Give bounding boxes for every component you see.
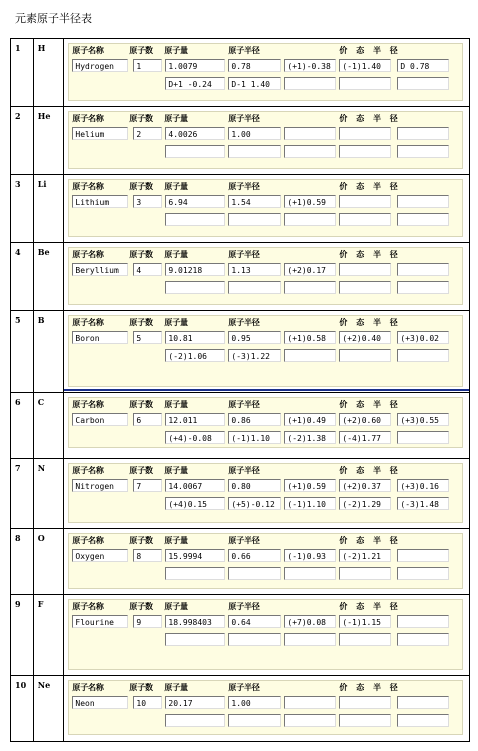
header-valence-radius: 价 态 半 径 bbox=[339, 318, 401, 327]
header-name: 原子名称 bbox=[72, 250, 104, 259]
header-name: 原子名称 bbox=[72, 182, 104, 191]
field-valence-radius[interactable]: (+3)0.16 bbox=[397, 479, 449, 492]
field-valence-radius[interactable] bbox=[165, 281, 225, 294]
field-valence-radius[interactable]: (+2)0.17 bbox=[284, 263, 336, 276]
field-valence-radius[interactable]: (+1)0.59 bbox=[284, 195, 336, 208]
atomic-number: 5 bbox=[11, 311, 34, 393]
field-valence-radius[interactable] bbox=[284, 145, 336, 158]
element-card bbox=[68, 179, 463, 237]
element-row bbox=[11, 595, 470, 676]
field-number[interactable]: 6 bbox=[133, 413, 162, 426]
header-name: 原子名称 bbox=[72, 318, 104, 327]
field-radius[interactable]: 0.80 bbox=[228, 479, 281, 492]
field-valence-radius[interactable] bbox=[397, 145, 449, 158]
field-valence-radius[interactable]: (-4)1.77 bbox=[339, 431, 391, 444]
header-mass: 原子量 bbox=[164, 114, 188, 123]
field-number[interactable]: 9 bbox=[133, 615, 162, 628]
field-valence-radius[interactable] bbox=[284, 696, 336, 709]
field-valence-radius[interactable] bbox=[228, 281, 281, 294]
element-detail-cell bbox=[64, 39, 470, 107]
field-name[interactable]: Boron bbox=[72, 331, 128, 344]
element-detail-cell bbox=[64, 595, 470, 676]
field-mass[interactable]: 12.011 bbox=[165, 413, 225, 426]
element-row bbox=[11, 243, 470, 311]
atomic-number: 2 bbox=[11, 107, 34, 175]
header-number: 原子数 bbox=[129, 683, 153, 692]
field-name[interactable]: Oxygen bbox=[72, 549, 128, 562]
field-valence-radius[interactable] bbox=[228, 213, 281, 226]
field-valence-radius[interactable]: (+3)0.55 bbox=[397, 413, 449, 426]
field-name[interactable]: Beryllium bbox=[72, 263, 128, 276]
header-radius: 原子半径 bbox=[228, 466, 260, 475]
field-number[interactable]: 3 bbox=[133, 195, 162, 208]
field-mass[interactable]: 15.9994 bbox=[165, 549, 225, 562]
field-number[interactable]: 5 bbox=[133, 331, 162, 344]
field-number[interactable]: 1 bbox=[133, 59, 162, 72]
field-name[interactable]: Helium bbox=[72, 127, 128, 140]
element-symbol: H bbox=[33, 39, 64, 107]
header-number: 原子数 bbox=[129, 114, 153, 123]
field-valence-radius[interactable] bbox=[339, 195, 391, 208]
header-radius: 原子半径 bbox=[228, 250, 260, 259]
field-valence-radius[interactable] bbox=[397, 213, 449, 226]
element-row bbox=[11, 107, 470, 175]
field-valence-radius[interactable] bbox=[397, 549, 449, 562]
field-radius[interactable]: 1.13 bbox=[228, 263, 281, 276]
header-number: 原子数 bbox=[129, 400, 153, 409]
element-detail-cell bbox=[64, 107, 470, 175]
element-row bbox=[11, 311, 470, 393]
field-radius[interactable]: 0.95 bbox=[228, 331, 281, 344]
field-mass[interactable]: 6.94 bbox=[165, 195, 225, 208]
field-radius[interactable]: 0.78 bbox=[228, 59, 281, 72]
field-radius[interactable]: 1.54 bbox=[228, 195, 281, 208]
separator-line bbox=[64, 389, 469, 391]
element-card bbox=[68, 111, 463, 169]
field-valence-radius[interactable] bbox=[397, 714, 449, 727]
field-valence-radius[interactable]: (+4)0.15 bbox=[165, 497, 225, 510]
header-valence-radius: 价 态 半 径 bbox=[339, 182, 401, 191]
field-valence-radius[interactable] bbox=[397, 615, 449, 628]
field-valence-radius[interactable]: (-1)1.15 bbox=[339, 615, 391, 628]
field-valence-radius[interactable] bbox=[228, 567, 281, 580]
header-mass: 原子量 bbox=[164, 602, 188, 611]
header-mass: 原子量 bbox=[164, 318, 188, 327]
field-radius[interactable]: 1.00 bbox=[228, 127, 281, 140]
element-row bbox=[11, 39, 470, 107]
atomic-number: 1 bbox=[11, 39, 34, 107]
element-detail-cell bbox=[64, 175, 470, 243]
field-valence-radius[interactable] bbox=[339, 281, 391, 294]
field-valence-radius[interactable]: (+4)-0.08 bbox=[165, 431, 225, 444]
element-symbol: C bbox=[33, 393, 64, 459]
field-valence-radius[interactable] bbox=[165, 213, 225, 226]
header-mass: 原子量 bbox=[164, 400, 188, 409]
element-card bbox=[68, 533, 463, 589]
element-card bbox=[68, 680, 463, 735]
field-valence-radius[interactable]: D 0.78 bbox=[397, 59, 449, 72]
header-radius: 原子半径 bbox=[228, 182, 260, 191]
header-radius: 原子半径 bbox=[228, 602, 260, 611]
element-symbol: B bbox=[33, 311, 64, 393]
element-symbol: F bbox=[33, 595, 64, 676]
field-valence-radius[interactable]: (-2)1.21 bbox=[339, 549, 391, 562]
header-number: 原子数 bbox=[129, 466, 153, 475]
field-valence-radius[interactable]: (-2)1.06 bbox=[165, 349, 225, 362]
field-valence-radius[interactable]: (-1)0.93 bbox=[284, 549, 336, 562]
field-valence-radius[interactable] bbox=[284, 77, 336, 90]
element-symbol: Ne bbox=[33, 676, 64, 742]
field-valence-radius[interactable] bbox=[397, 127, 449, 140]
field-number[interactable]: 2 bbox=[133, 127, 162, 140]
field-valence-radius[interactable] bbox=[339, 145, 391, 158]
field-valence-radius[interactable]: (-1)1.10 bbox=[284, 497, 336, 510]
field-valence-radius[interactable]: (+7)0.08 bbox=[284, 615, 336, 628]
field-name[interactable]: Hydrogen bbox=[72, 59, 128, 72]
field-valence-radius[interactable] bbox=[228, 714, 281, 727]
field-valence-radius[interactable] bbox=[339, 263, 391, 276]
header-name: 原子名称 bbox=[72, 683, 104, 692]
field-valence-radius[interactable] bbox=[284, 281, 336, 294]
header-mass: 原子量 bbox=[164, 536, 188, 545]
header-valence-radius: 价 态 半 径 bbox=[339, 114, 401, 123]
header-mass: 原子量 bbox=[164, 46, 188, 55]
field-valence-radius[interactable]: (+1)0.49 bbox=[284, 413, 336, 426]
element-symbol: Be bbox=[33, 243, 64, 311]
header-radius: 原子半径 bbox=[228, 46, 260, 55]
field-valence-radius[interactable] bbox=[284, 349, 336, 362]
element-symbol: He bbox=[33, 107, 64, 175]
header-mass: 原子量 bbox=[164, 466, 188, 475]
field-valence-radius[interactable]: D+1 -0.24 bbox=[165, 77, 225, 90]
atomic-number: 4 bbox=[11, 243, 34, 311]
header-valence-radius: 价 态 半 径 bbox=[339, 466, 401, 475]
field-valence-radius[interactable] bbox=[397, 195, 449, 208]
field-valence-radius[interactable]: (+2)0.40 bbox=[339, 331, 391, 344]
field-valence-radius[interactable]: (-2)1.38 bbox=[284, 431, 336, 444]
element-row bbox=[11, 393, 470, 459]
field-valence-radius[interactable]: (-3)1.22 bbox=[228, 349, 281, 362]
field-number[interactable]: 10 bbox=[133, 696, 162, 709]
field-valence-radius[interactable] bbox=[284, 714, 336, 727]
field-name[interactable]: Flourine bbox=[72, 615, 128, 628]
field-valence-radius[interactable] bbox=[339, 567, 391, 580]
header-valence-radius: 价 态 半 径 bbox=[339, 46, 401, 55]
atomic-number: 7 bbox=[11, 459, 34, 529]
field-valence-radius[interactable] bbox=[397, 281, 449, 294]
header-name: 原子名称 bbox=[72, 602, 104, 611]
header-name: 原子名称 bbox=[72, 46, 104, 55]
header-number: 原子数 bbox=[129, 182, 153, 191]
element-symbol: N bbox=[33, 459, 64, 529]
element-detail-cell bbox=[64, 529, 470, 595]
header-number: 原子数 bbox=[129, 318, 153, 327]
field-valence-radius[interactable]: (-3)1.48 bbox=[397, 497, 449, 510]
header-number: 原子数 bbox=[129, 536, 153, 545]
field-mass[interactable]: 1.0079 bbox=[165, 59, 225, 72]
element-card bbox=[68, 247, 463, 305]
field-radius[interactable]: 0.66 bbox=[228, 549, 281, 562]
element-row bbox=[11, 175, 470, 243]
field-valence-radius[interactable] bbox=[397, 263, 449, 276]
header-radius: 原子半径 bbox=[228, 114, 260, 123]
element-symbol: O bbox=[33, 529, 64, 595]
element-detail-cell bbox=[64, 243, 470, 311]
header-mass: 原子量 bbox=[164, 182, 188, 191]
field-name[interactable]: Neon bbox=[72, 696, 128, 709]
field-valence-radius[interactable]: (+1)0.59 bbox=[284, 479, 336, 492]
field-valence-radius[interactable] bbox=[339, 213, 391, 226]
header-mass: 原子量 bbox=[164, 250, 188, 259]
field-radius[interactable]: 1.00 bbox=[228, 696, 281, 709]
header-valence-radius: 价 态 半 径 bbox=[339, 400, 401, 409]
header-radius: 原子半径 bbox=[228, 536, 260, 545]
element-card bbox=[68, 315, 463, 387]
field-name[interactable]: Carbon bbox=[72, 413, 128, 426]
element-row bbox=[11, 529, 470, 595]
header-valence-radius: 价 态 半 径 bbox=[339, 602, 401, 611]
field-name[interactable]: Nitrogen bbox=[72, 479, 128, 492]
field-valence-radius[interactable] bbox=[339, 696, 391, 709]
field-valence-radius[interactable] bbox=[165, 567, 225, 580]
atomic-number: 6 bbox=[11, 393, 34, 459]
field-valence-radius[interactable] bbox=[284, 567, 336, 580]
header-name: 原子名称 bbox=[72, 114, 104, 123]
field-number[interactable]: 8 bbox=[133, 549, 162, 562]
field-mass[interactable]: 9.01218 bbox=[165, 263, 225, 276]
field-valence-radius[interactable] bbox=[165, 714, 225, 727]
header-radius: 原子半径 bbox=[228, 683, 260, 692]
field-valence-radius[interactable] bbox=[228, 145, 281, 158]
field-valence-radius[interactable]: (+2)0.37 bbox=[339, 479, 391, 492]
field-mass[interactable]: 18.998403 bbox=[165, 615, 225, 628]
element-detail-cell bbox=[64, 676, 470, 742]
field-valence-radius[interactable]: (+3)0.02 bbox=[397, 331, 449, 344]
element-symbol: Li bbox=[33, 175, 64, 243]
field-valence-radius[interactable] bbox=[397, 349, 449, 362]
field-valence-radius[interactable] bbox=[339, 349, 391, 362]
header-radius: 原子半径 bbox=[228, 400, 260, 409]
header-radius: 原子半径 bbox=[228, 318, 260, 327]
field-valence-radius[interactable] bbox=[339, 127, 391, 140]
field-radius[interactable]: 0.86 bbox=[228, 413, 281, 426]
field-valence-radius[interactable] bbox=[339, 77, 391, 90]
header-name: 原子名称 bbox=[72, 466, 104, 475]
field-valence-radius[interactable] bbox=[165, 145, 225, 158]
element-card bbox=[68, 397, 463, 448]
header-number: 原子数 bbox=[129, 250, 153, 259]
header-mass: 原子量 bbox=[164, 683, 188, 692]
atomic-number: 8 bbox=[11, 529, 34, 595]
element-card bbox=[68, 463, 463, 523]
atomic-number: 3 bbox=[11, 175, 34, 243]
field-valence-radius[interactable] bbox=[284, 213, 336, 226]
field-valence-radius[interactable] bbox=[397, 567, 449, 580]
element-card bbox=[68, 599, 463, 670]
field-valence-radius[interactable]: (+2)0.60 bbox=[339, 413, 391, 426]
header-valence-radius: 价 态 半 径 bbox=[339, 536, 401, 545]
field-valence-radius[interactable] bbox=[397, 77, 449, 90]
field-number[interactable]: 7 bbox=[133, 479, 162, 492]
header-name: 原子名称 bbox=[72, 400, 104, 409]
element-detail-cell bbox=[64, 393, 470, 459]
element-detail-cell bbox=[64, 311, 470, 393]
field-valence-radius[interactable] bbox=[339, 633, 391, 646]
header-valence-radius: 价 态 半 径 bbox=[339, 250, 401, 259]
element-card bbox=[68, 43, 463, 101]
field-radius[interactable]: 0.64 bbox=[228, 615, 281, 628]
element-detail-cell bbox=[64, 459, 470, 529]
field-valence-radius[interactable] bbox=[397, 633, 449, 646]
header-name: 原子名称 bbox=[72, 536, 104, 545]
field-valence-radius[interactable] bbox=[339, 714, 391, 727]
field-valence-radius[interactable] bbox=[397, 696, 449, 709]
atomic-number: 10 bbox=[11, 676, 34, 742]
field-mass[interactable]: 10.81 bbox=[165, 331, 225, 344]
field-number[interactable]: 4 bbox=[133, 263, 162, 276]
field-mass[interactable]: 14.0067 bbox=[165, 479, 225, 492]
field-valence-radius[interactable]: (+1)-0.38 bbox=[284, 59, 336, 72]
header-number: 原子数 bbox=[129, 602, 153, 611]
field-mass[interactable]: 20.17 bbox=[165, 696, 225, 709]
field-mass[interactable]: 4.0026 bbox=[165, 127, 225, 140]
element-row bbox=[11, 459, 470, 529]
field-valence-radius[interactable]: (+1)0.58 bbox=[284, 331, 336, 344]
field-valence-radius[interactable]: (-1)1.10 bbox=[228, 431, 281, 444]
field-valence-radius[interactable] bbox=[397, 431, 449, 444]
header-valence-radius: 价 态 半 径 bbox=[339, 683, 401, 692]
field-valence-radius[interactable]: D-1 1.40 bbox=[228, 77, 281, 90]
field-valence-radius[interactable]: (-1)1.40 bbox=[339, 59, 391, 72]
atomic-number: 9 bbox=[11, 595, 34, 676]
header-number: 原子数 bbox=[129, 46, 153, 55]
field-valence-radius[interactable]: (+5)-0.12 bbox=[228, 497, 281, 510]
field-name[interactable]: Lithium bbox=[72, 195, 128, 208]
field-valence-radius[interactable] bbox=[284, 127, 336, 140]
field-valence-radius[interactable] bbox=[165, 633, 225, 646]
field-valence-radius[interactable] bbox=[228, 633, 281, 646]
element-row bbox=[11, 676, 470, 742]
field-valence-radius[interactable] bbox=[284, 633, 336, 646]
page-title: 元素原子半径表 bbox=[15, 12, 92, 25]
field-valence-radius[interactable]: (-2)1.29 bbox=[339, 497, 391, 510]
element-table bbox=[10, 38, 470, 742]
